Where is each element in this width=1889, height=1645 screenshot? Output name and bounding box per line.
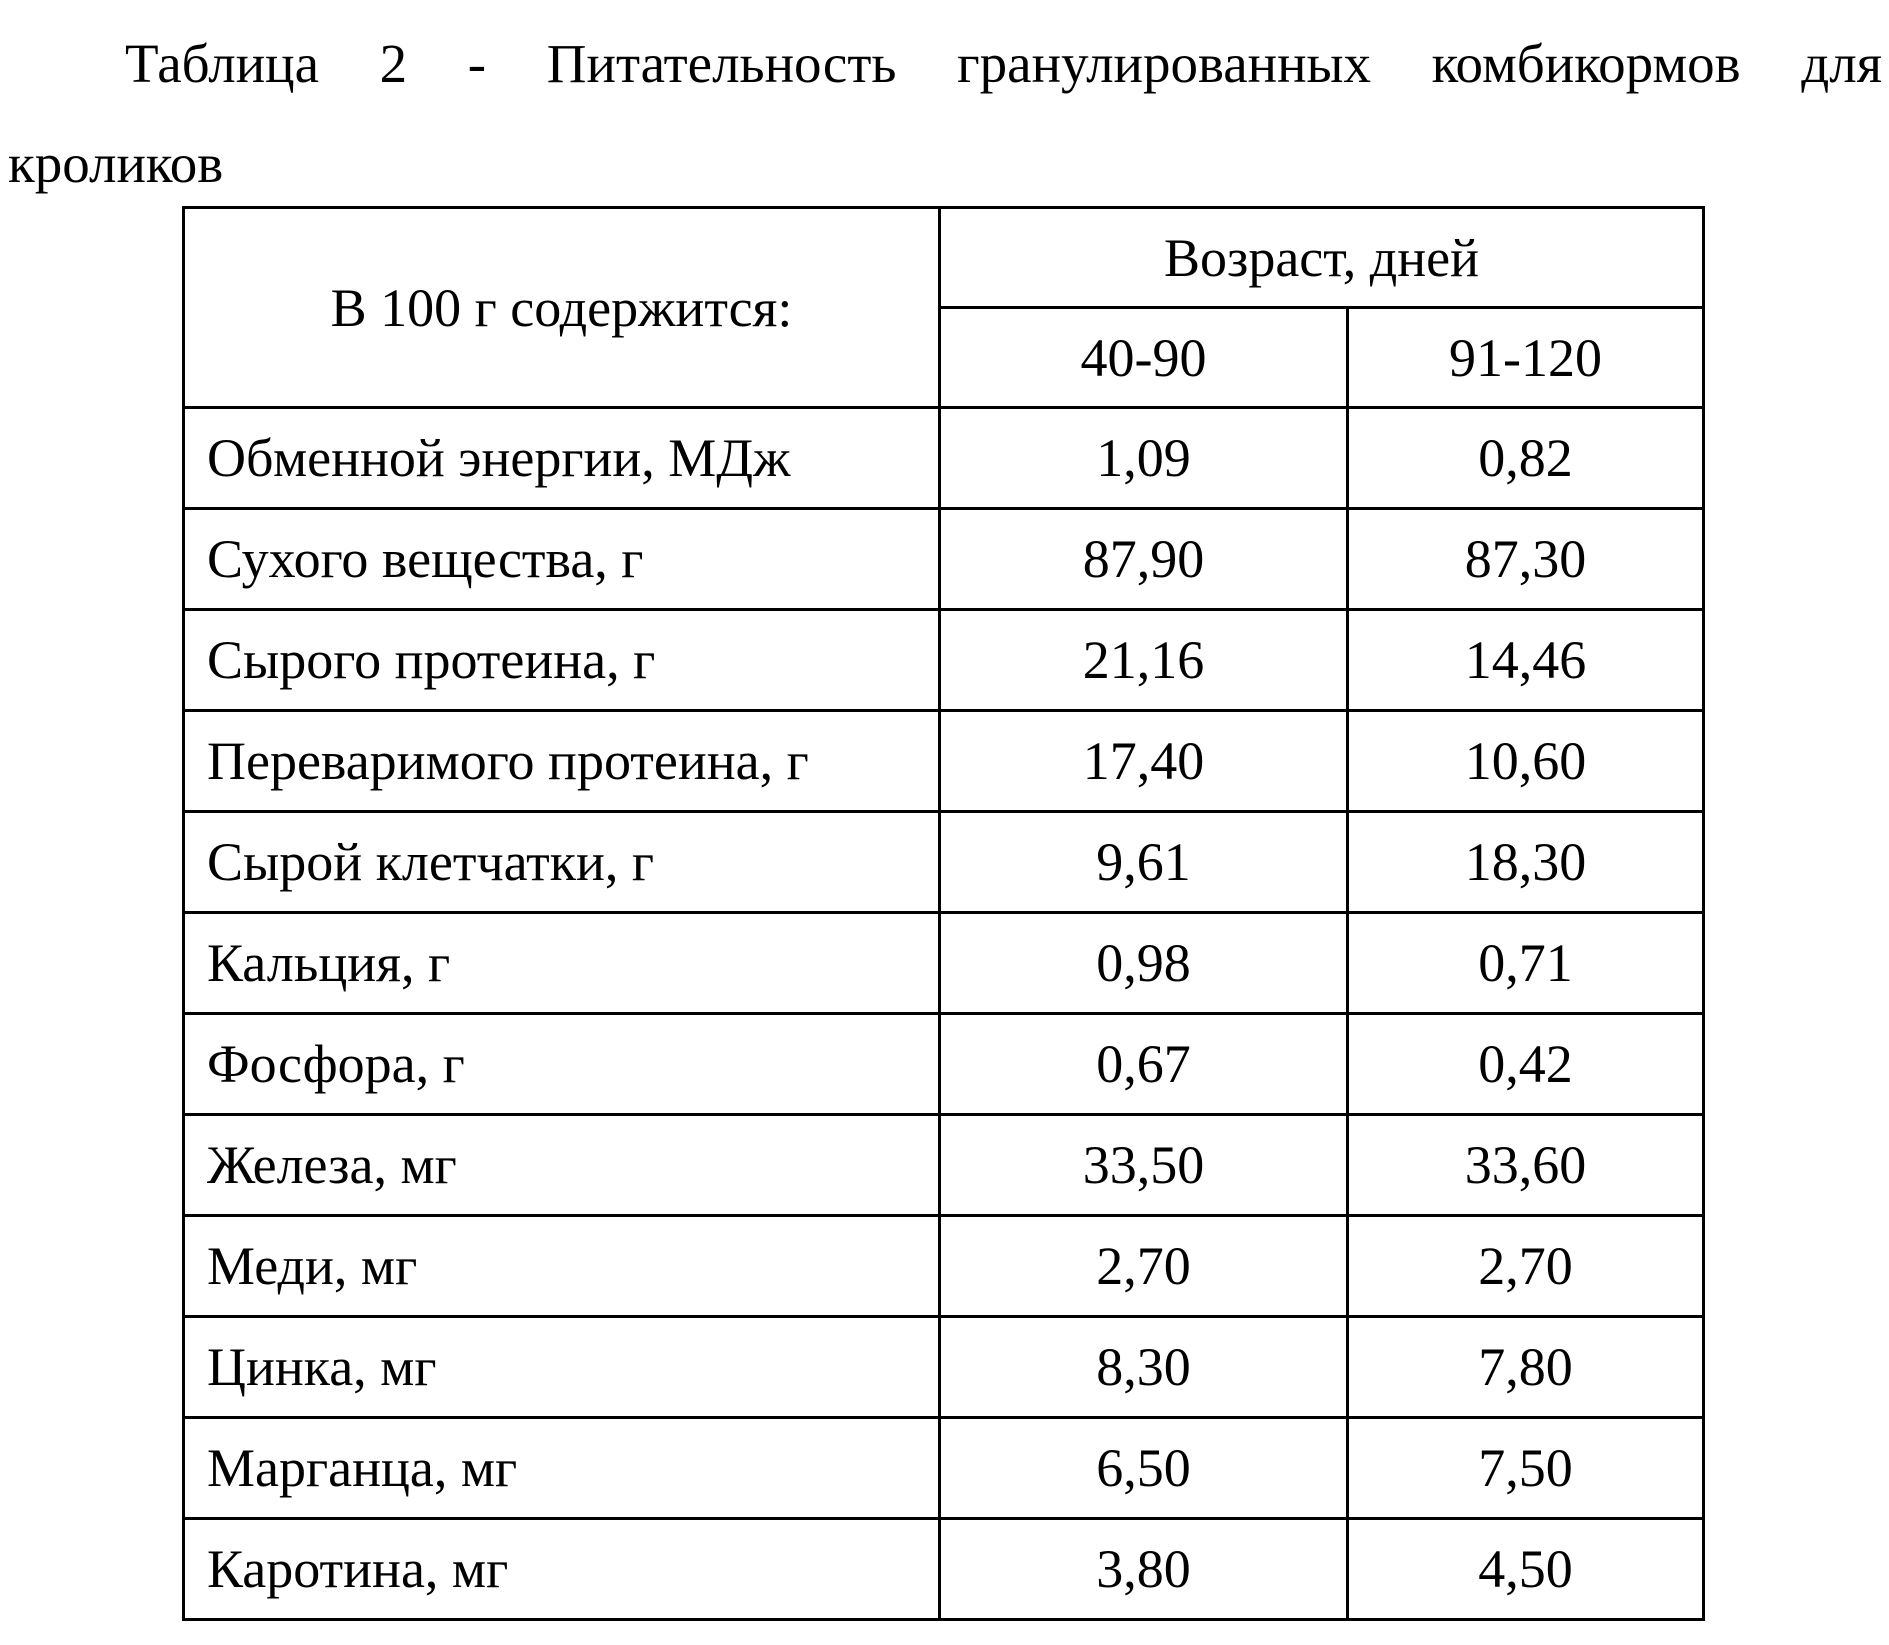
header-age-group: Возраст, дней: [940, 208, 1704, 308]
row-value-40-90: 9,61: [940, 812, 1348, 913]
row-value-40-90: 8,30: [940, 1317, 1348, 1418]
table-row: [184, 1115, 1704, 1216]
table-row: [184, 408, 1704, 509]
row-value-91-120: 33,60: [1348, 1115, 1704, 1216]
row-value-91-120: 87,30: [1348, 509, 1704, 610]
table-row: [184, 1519, 1704, 1620]
row-value-40-90: 0,98: [940, 913, 1348, 1014]
caption-line-1: Таблица 2 - Питательность гранулированных комбикормов для: [125, 33, 1882, 94]
table-row: [184, 509, 1704, 610]
row-label: Фосфора, г: [184, 1014, 940, 1115]
row-value-40-90: 3,80: [940, 1519, 1348, 1620]
row-value-40-90: 21,16: [940, 610, 1348, 711]
row-value-91-120: 2,70: [1348, 1216, 1704, 1317]
row-value-40-90: 6,50: [940, 1418, 1348, 1519]
row-value-91-120: 14,46: [1348, 610, 1704, 711]
header-age-col-2: 91-120: [1348, 308, 1704, 408]
row-value-91-120: 0,42: [1348, 1014, 1704, 1115]
table-row: [184, 1418, 1704, 1519]
row-value-91-120: 18,30: [1348, 812, 1704, 913]
row-label: Обменной энергии, МДж: [184, 408, 940, 509]
row-label: Цинка, мг: [184, 1317, 940, 1418]
row-value-91-120: 0,82: [1348, 408, 1704, 509]
row-value-91-120: 0,71: [1348, 913, 1704, 1014]
table-row: [184, 610, 1704, 711]
row-label: Кальция, г: [184, 913, 940, 1014]
row-label: Переваримого протеина, г: [184, 711, 940, 812]
caption-line-2: кроликов: [8, 133, 224, 194]
row-label: Сырого протеина, г: [184, 610, 940, 711]
table-row: [184, 711, 1704, 812]
table-row: [184, 812, 1704, 913]
row-value-40-90: 1,09: [940, 408, 1348, 509]
row-label: Сухого вещества, г: [184, 509, 940, 610]
row-value-91-120: 7,50: [1348, 1418, 1704, 1519]
row-value-40-90: 33,50: [940, 1115, 1348, 1216]
row-label: Марганца, мг: [184, 1418, 940, 1519]
row-value-91-120: 4,50: [1348, 1519, 1704, 1620]
row-value-40-90: 17,40: [940, 711, 1348, 812]
table-row: [184, 913, 1704, 1014]
row-value-91-120: 7,80: [1348, 1317, 1704, 1418]
row-value-91-120: 10,60: [1348, 711, 1704, 812]
row-label: Железа, мг: [184, 1115, 940, 1216]
table-row: [184, 1317, 1704, 1418]
table-row: [184, 1216, 1704, 1317]
row-label: Сырой клетчатки, г: [184, 812, 940, 913]
nutrition-table: [182, 206, 1705, 1621]
header-age-col-1: 40-90: [940, 308, 1348, 408]
row-label: Каротина, мг: [184, 1519, 940, 1620]
header-content-label: В 100 г содержится:: [184, 208, 940, 408]
row-value-40-90: 87,90: [940, 509, 1348, 610]
row-value-40-90: 2,70: [940, 1216, 1348, 1317]
table-row: [184, 1014, 1704, 1115]
table-caption: [8, 14, 1882, 214]
row-label: Меди, мг: [184, 1216, 940, 1317]
row-value-40-90: 0,67: [940, 1014, 1348, 1115]
